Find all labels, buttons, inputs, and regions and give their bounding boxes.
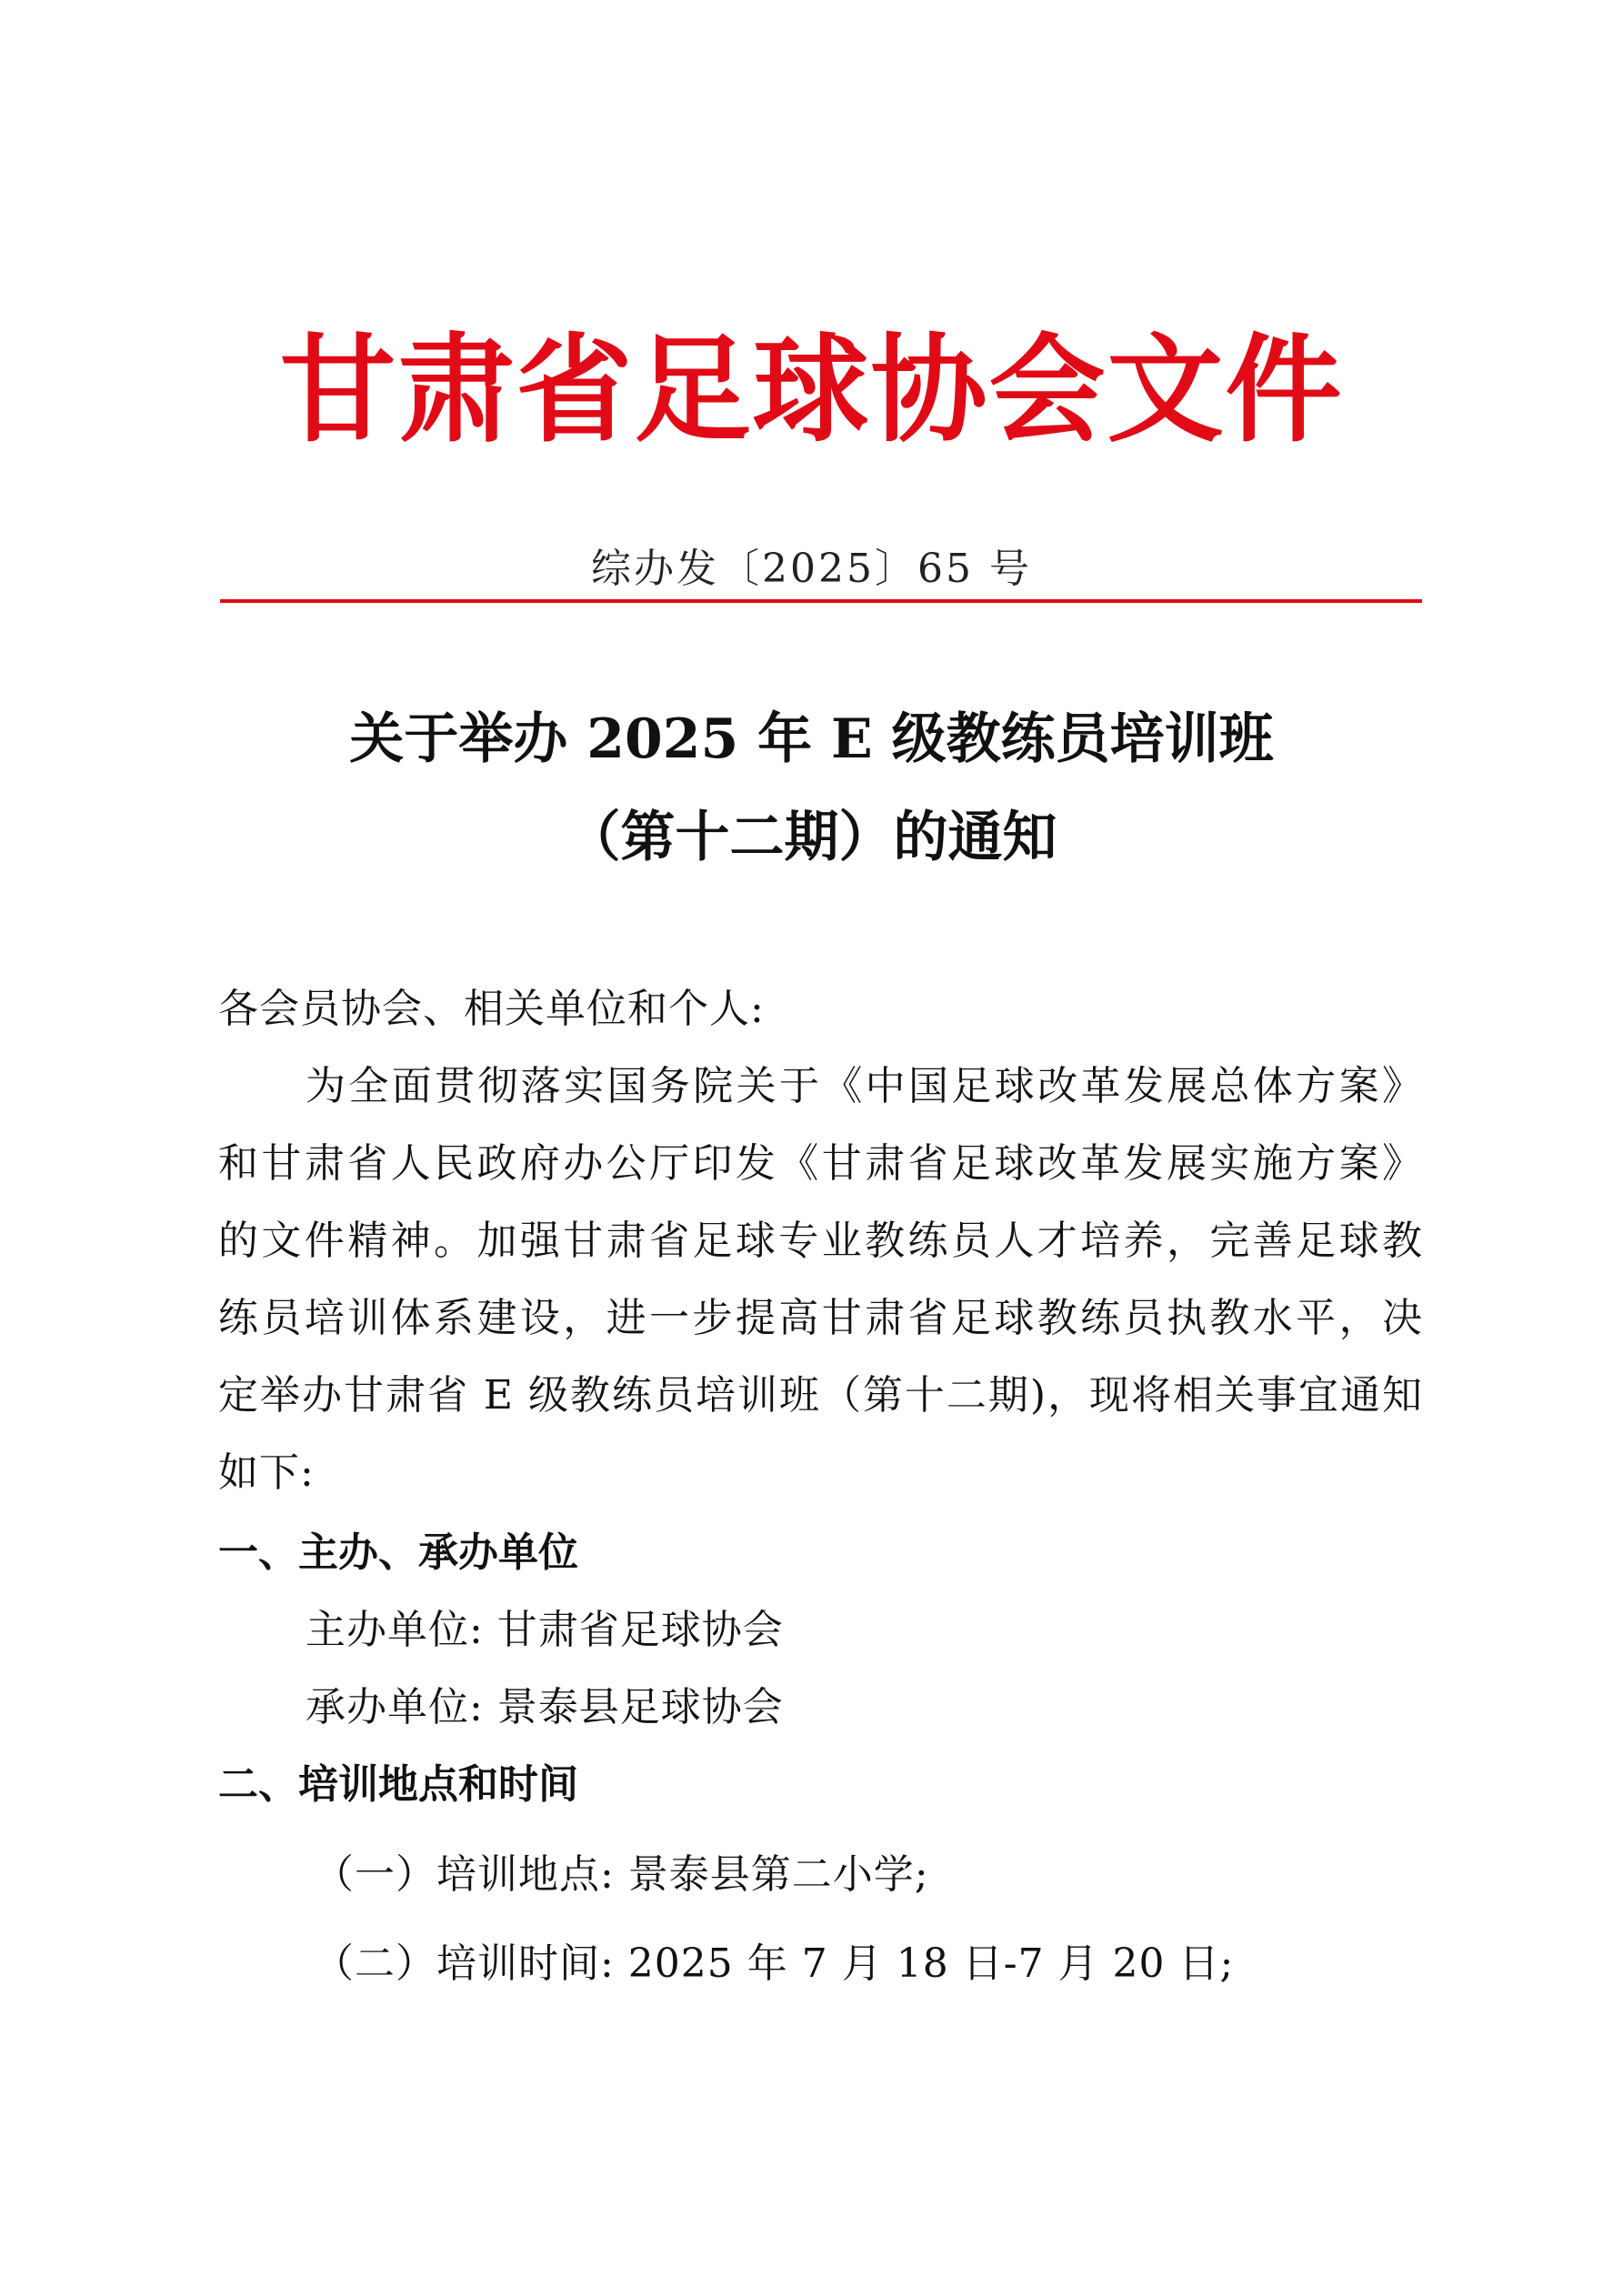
document-number: 综办发〔2025〕65 号 (591, 546, 1032, 592)
section-2-item-time: （二）培训时间: 2025 年 7 月 18 日-7 月 20 日; (314, 1940, 1235, 1987)
salutation: 各会员协会、相关单位和个人: (218, 986, 765, 1032)
section-2-heading: 二、培训地点和时间 (218, 1761, 578, 1808)
section-1-item-organizer: 主办单位: 甘肃省足球协会 (306, 1607, 784, 1653)
letterhead-title: 甘肃省足球协会文件 (279, 323, 1344, 458)
notice-title-line-2: （第十二期）的通知 (566, 806, 1057, 869)
intro-line-6: 如下: (218, 1449, 315, 1496)
intro-line-4: 练员培训体系建设，进一步提高甘肃省足球教练员执教水平，决 (218, 1295, 1423, 1341)
red-divider-line (220, 599, 1422, 603)
intro-line-5: 定举办甘肃省 E 级教练员培训班（第十二期)，现将相关事宜通知 (218, 1372, 1423, 1419)
section-1-item-host: 承办单位: 景泰县足球协会 (306, 1684, 784, 1730)
section-1-heading: 一、主办、承办单位 (218, 1529, 578, 1576)
intro-line-3: 的文件精神。加强甘肃省足球专业教练员人才培养，完善足球教 (218, 1218, 1423, 1264)
section-2-item-location: （一）培训地点: 景泰县第二小学; (314, 1851, 929, 1898)
intro-line-1: 为全面贯彻落实国务院关于《中国足球改革发展总体方案》 (306, 1063, 1423, 1109)
intro-line-2: 和甘肃省人民政府办公厅印发《甘肃省足球改革发展实施方案》 (218, 1140, 1423, 1187)
notice-title-line-1: 关于举办 2025 年 E 级教练员培训班 (349, 707, 1274, 771)
